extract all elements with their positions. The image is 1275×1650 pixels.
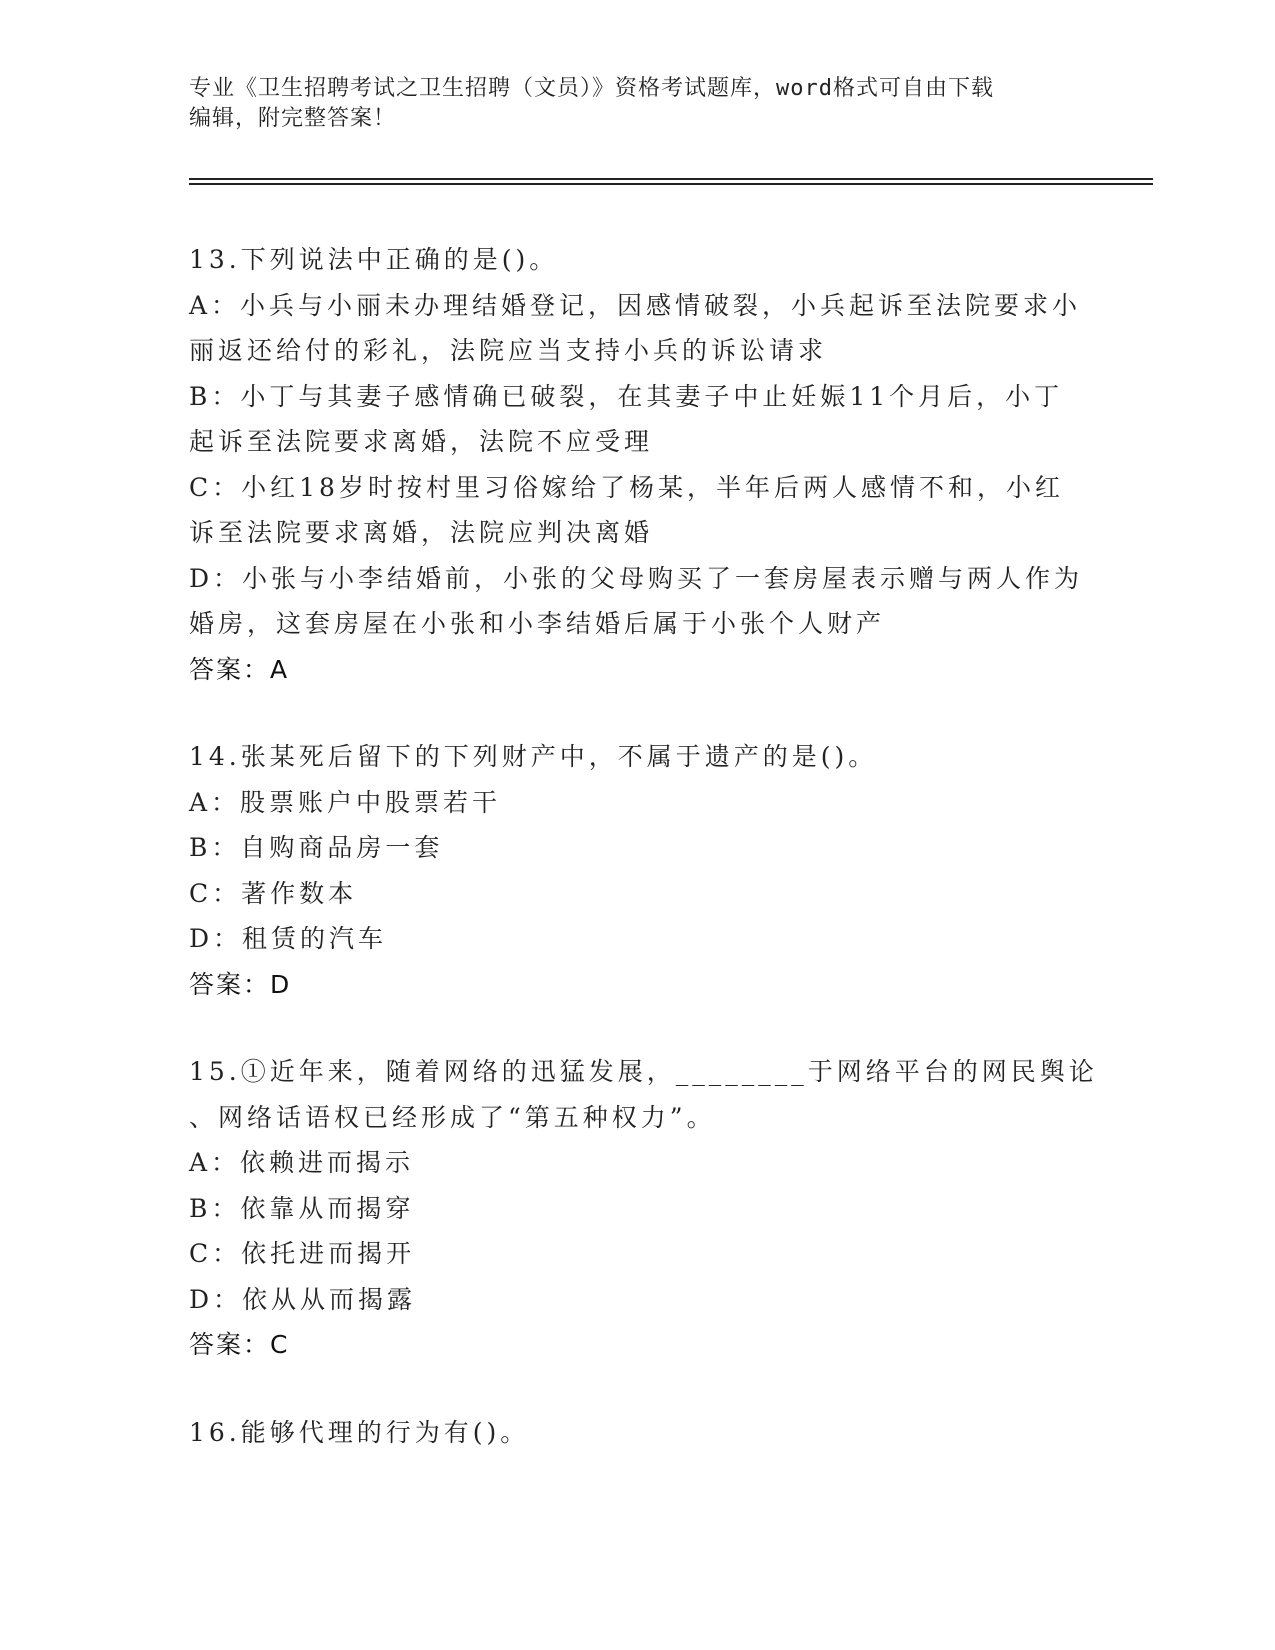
option-b: B：依靠从而揭穿 — [189, 1193, 415, 1223]
option-c: C：依托进而揭开 — [189, 1239, 416, 1268]
option-d: D：依从从而揭露 — [189, 1284, 417, 1314]
header-title-line-1: 专业《卫生招聘考试之卫生招聘（文员）》资格考试题库，word格式可自由下载 — [189, 76, 994, 101]
answer-label: 答案：C — [189, 1330, 290, 1359]
question-stem: 13.下列说法中正确的是()。 — [189, 245, 559, 274]
question-stem-line-1: 15.①近年来，随着网络的迅猛发展，________于网络平台的网民舆论 — [189, 1057, 1098, 1086]
question-stem: 16.能够代理的行为有()。 — [189, 1417, 530, 1447]
option-b: B：自购商品房一套 — [189, 833, 444, 862]
option-d-line-2: 婚房，这套房屋在小张和小李结婚后属于小张个人财产 — [189, 609, 886, 638]
question-14 — [189, 734, 1089, 1007]
header-divider-top — [189, 178, 1153, 180]
option-a-line-1: A：小兵与小丽未办理结婚登记，因感情破裂，小兵起诉至法院要求小 — [189, 290, 1082, 320]
option-c: C：著作数本 — [189, 878, 358, 908]
document-header — [189, 74, 1089, 134]
header-divider-bottom — [189, 183, 1153, 185]
option-a: A：股票账户中股票若干 — [189, 787, 502, 817]
option-b-line-1: B：小丁与其妻子感情确已破裂，在其妻子中止妊娠11个月后，小丁 — [189, 381, 1064, 411]
option-a-line-2: 丽返还给付的彩礼，法院应当支持小兵的诉讼请求 — [189, 336, 828, 365]
option-c-line-2: 诉至法院要求离婚，法院应判决离婚 — [189, 518, 654, 547]
question-15 — [189, 1049, 1098, 1368]
option-d-line-1: D：小张与小李结婚前，小张的父母购买了一套房屋表示赠与两人作为 — [189, 563, 1084, 593]
header-title-line-2: 编辑，附完整答案！ — [189, 106, 397, 131]
answer-label: 答案：D — [189, 969, 292, 999]
question-stem-line-2: 、网络话语权已经形成了“第五种权力”。 — [189, 1102, 716, 1132]
question-16 — [189, 1410, 1089, 1456]
question-stem: 14.张某死后留下的下列财产中，不属于遗产的是()。 — [189, 742, 878, 771]
question-list — [189, 237, 1098, 1497]
option-c-line-1: C：小红18岁时按村里习俗嫁给了杨某，半年后两人感情不和，小红 — [189, 472, 1064, 502]
option-a: A：依赖进而揭示 — [189, 1148, 415, 1177]
option-b-line-2: 起诉至法院要求离婚，法院不应受理 — [189, 427, 654, 456]
question-13 — [189, 237, 1089, 692]
answer-label: 答案：A — [189, 654, 290, 684]
option-d: D：租赁的汽车 — [189, 924, 388, 953]
